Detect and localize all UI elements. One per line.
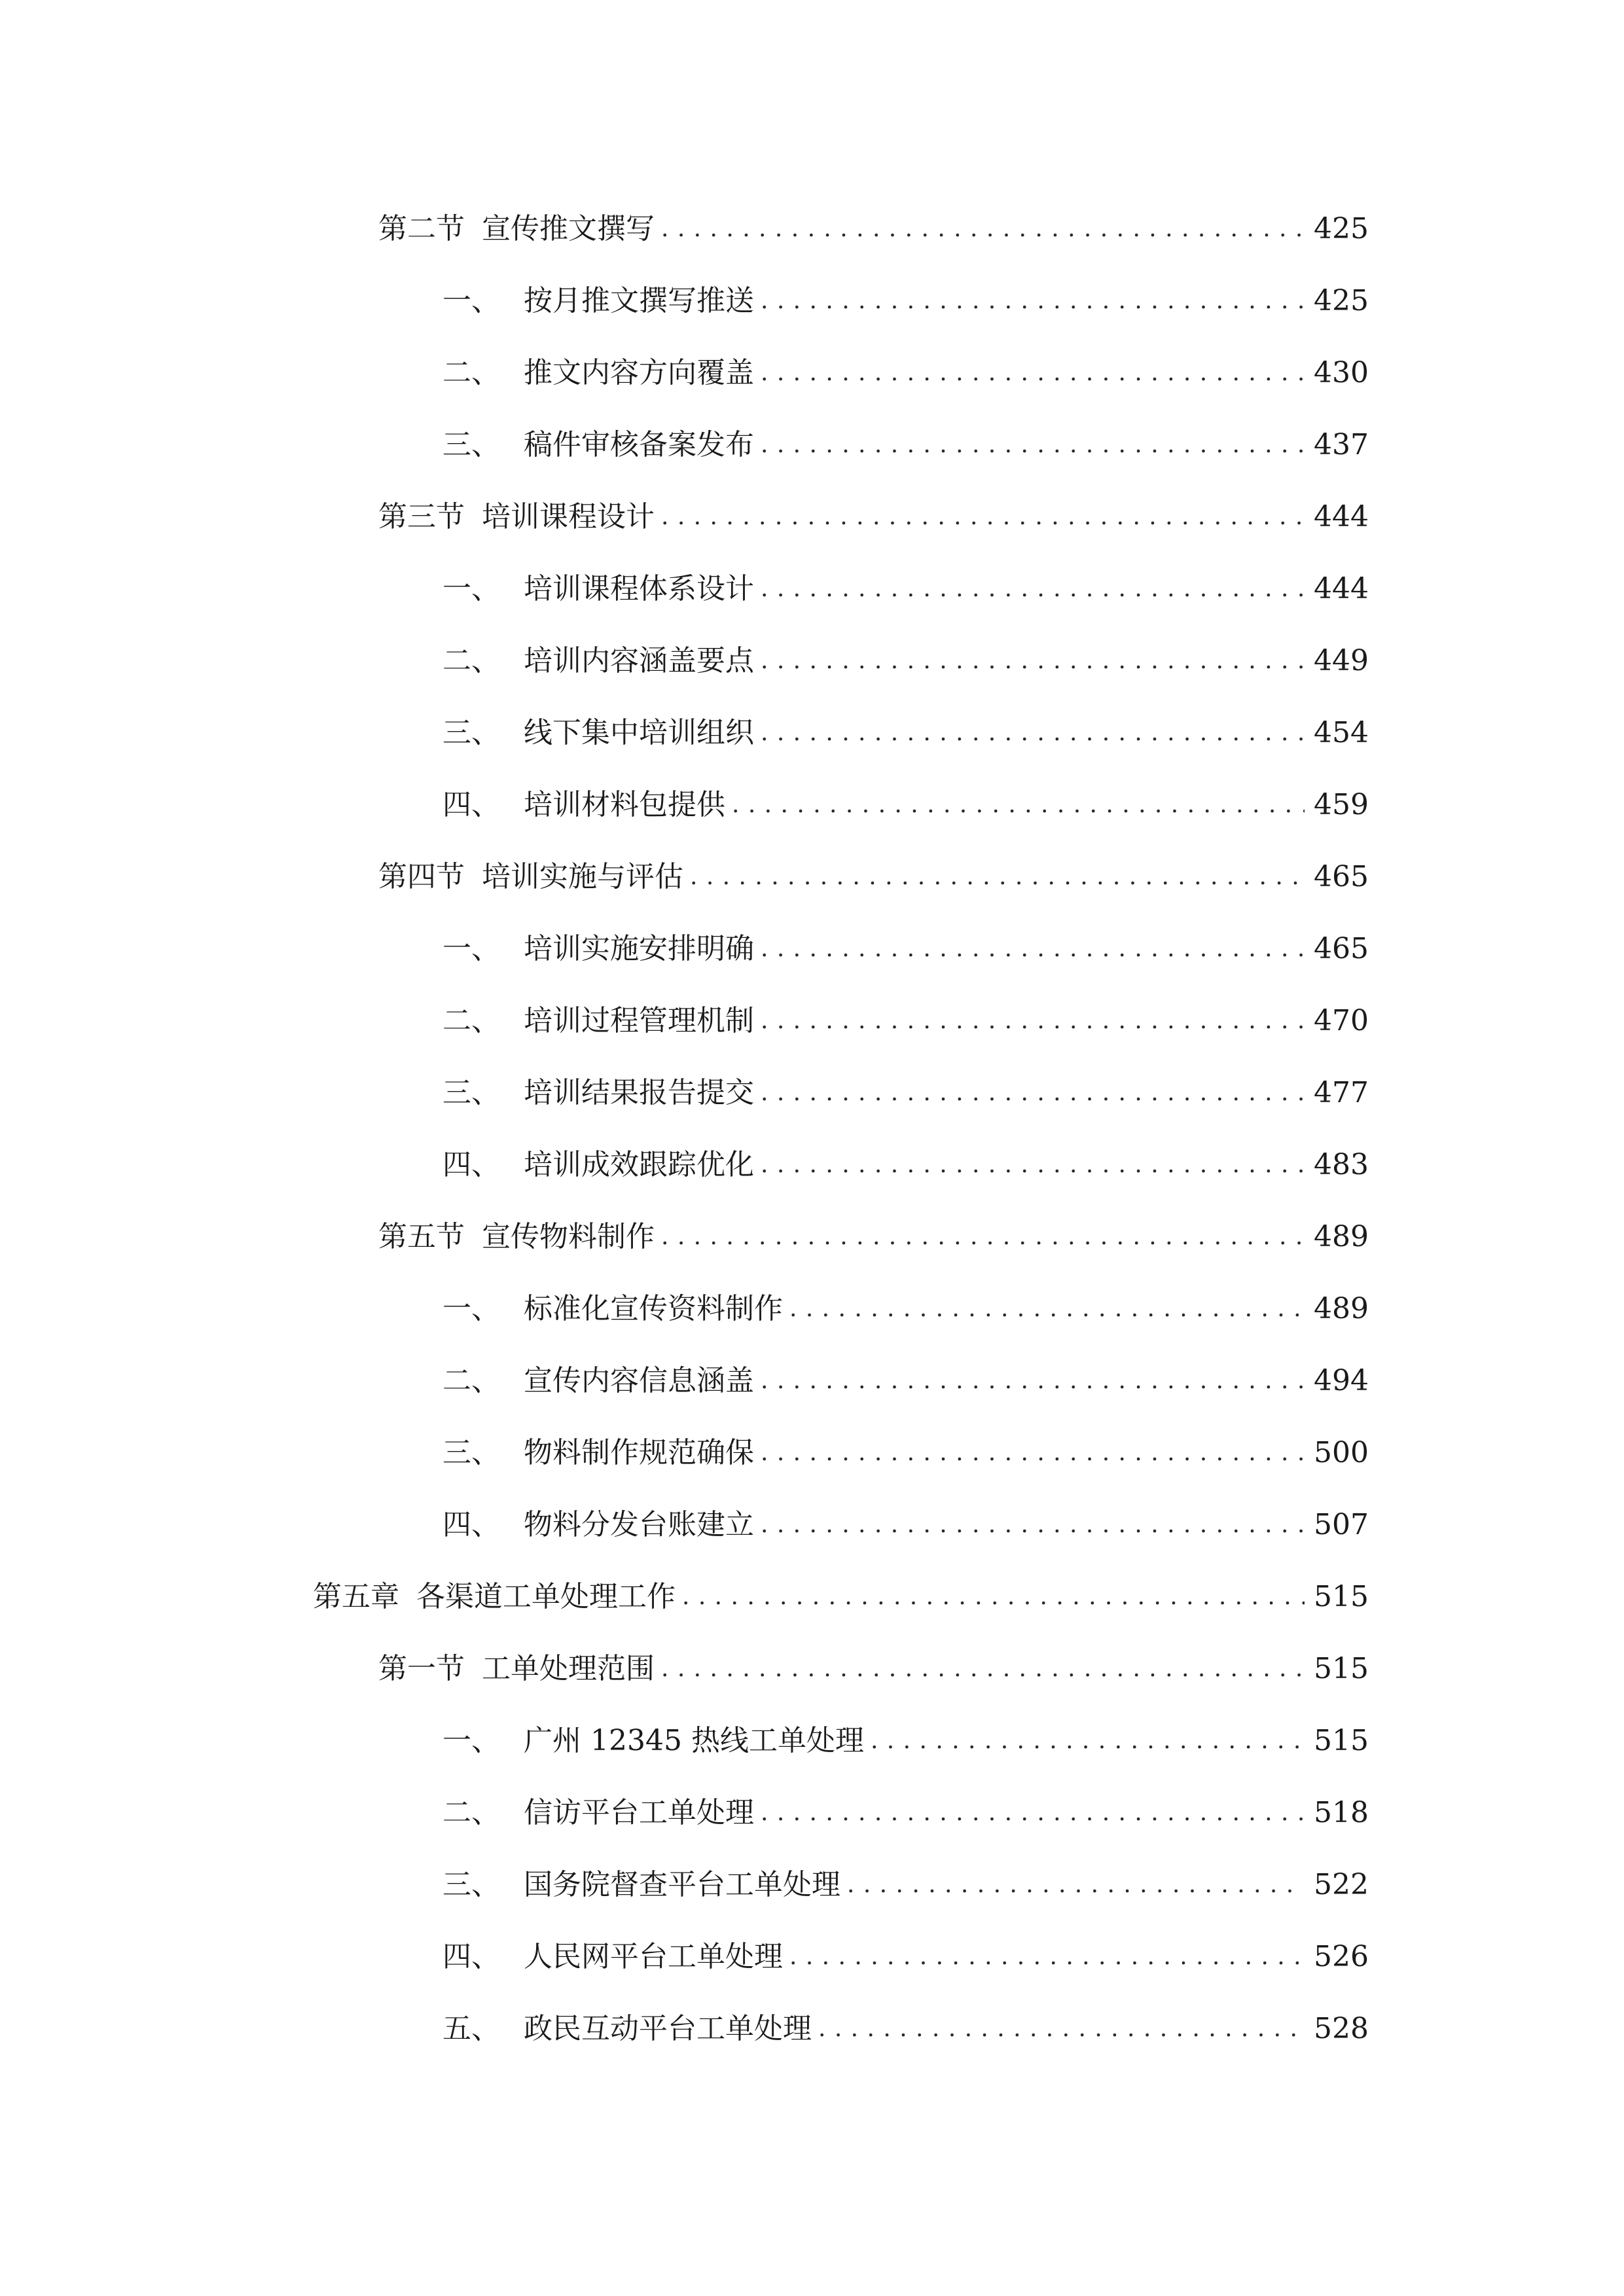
toc-entry-title: 培训实施安排明确 (524, 932, 754, 965)
toc-entry-page: 515 (1314, 1580, 1369, 1613)
toc-entry-page: 449 (1314, 644, 1369, 677)
toc-dot-leader (789, 1283, 1305, 1335)
toc-entry-number: 四、 (442, 1148, 500, 1181)
toc-entry-title: 物料制作规范确保 (524, 1436, 754, 1469)
toc-entry-page: 528 (1314, 2012, 1369, 2045)
toc-entry-number: 四、 (442, 788, 500, 821)
toc-entry-page: 522 (1314, 1868, 1369, 1901)
toc-entry-title: 培训结果报告提交 (524, 1076, 754, 1109)
toc-entry-item[interactable] (442, 1427, 1369, 1479)
toc-entry-number: 第三节 (378, 500, 465, 533)
toc-entry-number: 一、 (442, 572, 500, 605)
toc-entry-title: 广州 12345 热线工单处理 (524, 1724, 864, 1757)
toc-entry-title: 培训过程管理机制 (524, 1004, 754, 1037)
toc-entry-page: 477 (1314, 1076, 1369, 1109)
toc-entry-page: 518 (1314, 1796, 1369, 1829)
toc-entry-title: 线下集中培训组织 (524, 716, 754, 749)
toc-entry-page: 444 (1314, 572, 1369, 605)
toc-entry-number: 三、 (442, 716, 500, 749)
toc-dot-leader (761, 995, 1305, 1047)
toc-entry-page: 507 (1314, 1508, 1369, 1541)
toc-entry-page: 437 (1314, 428, 1369, 461)
toc-dot-leader (682, 1571, 1305, 1623)
toc-entry-page: 425 (1314, 284, 1369, 317)
toc-entry-item[interactable] (442, 1931, 1369, 1983)
toc-entry-page: 526 (1314, 1940, 1369, 1973)
toc-entry-page: 500 (1314, 1436, 1369, 1469)
toc-dot-leader (761, 635, 1305, 687)
toc-dot-leader (847, 1859, 1305, 1911)
toc-entry-number: 四、 (442, 1940, 500, 1973)
toc-entry-item[interactable] (442, 275, 1369, 327)
toc-dot-leader (732, 779, 1305, 831)
toc-dot-leader (761, 563, 1305, 615)
toc-dot-leader (789, 1931, 1305, 1983)
toc-entry-page: 465 (1314, 932, 1369, 965)
toc-entry-number: 四、 (442, 1508, 500, 1541)
toc-entry-title: 稿件审核备案发布 (524, 428, 754, 461)
toc-entry-number: 二、 (442, 1796, 500, 1829)
toc-entry-number: 二、 (442, 644, 500, 677)
toc-dot-leader (661, 491, 1305, 543)
toc-entry-page: 489 (1314, 1292, 1369, 1325)
toc-entry-number: 第一节 (378, 1652, 465, 1685)
toc-entry-title: 宣传物料制作 (482, 1220, 655, 1253)
toc-entry-item[interactable] (442, 1067, 1369, 1119)
toc-entry-page: 465 (1314, 860, 1369, 893)
toc-dot-leader (761, 1427, 1305, 1479)
toc-entry-item[interactable] (442, 1715, 1369, 1767)
toc-entry-title: 标准化宣传资料制作 (524, 1292, 783, 1325)
toc-entry-chapter[interactable] (313, 1571, 1369, 1623)
toc-entry-number: 一、 (442, 1292, 500, 1325)
toc-dot-leader (661, 1211, 1305, 1263)
toc-entry-page: 459 (1314, 788, 1369, 821)
toc-entry-number: 第二节 (378, 212, 465, 245)
toc-entry-item[interactable] (442, 1139, 1369, 1191)
toc-dot-leader (761, 1139, 1305, 1191)
toc-dot-leader (661, 203, 1305, 255)
toc-entry-title: 培训实施与评估 (482, 860, 683, 893)
toc-entry-number: 一、 (442, 1724, 500, 1757)
toc-entry-page: 470 (1314, 1004, 1369, 1037)
toc-entry-number: 第四节 (378, 860, 465, 893)
toc-entry-number: 第五章 (313, 1580, 399, 1613)
toc-dot-leader (761, 1499, 1305, 1551)
toc-entry-item[interactable] (442, 707, 1369, 759)
toc-entry-title: 物料分发台账建立 (524, 1508, 754, 1541)
toc-entry-title: 培训课程体系设计 (524, 572, 754, 605)
toc-entry-item[interactable] (442, 1499, 1369, 1551)
toc-entry-title: 宣传推文撰写 (482, 212, 655, 245)
toc-entry-number: 五、 (442, 2012, 500, 2045)
toc-dot-leader (761, 707, 1305, 759)
toc-entry-section[interactable] (378, 1211, 1369, 1263)
toc-entry-title: 培训成效跟踪优化 (524, 1148, 754, 1181)
toc-dot-leader (871, 1715, 1305, 1767)
toc-entry-item[interactable] (442, 2003, 1369, 2055)
toc-entry-number: 二、 (442, 1004, 500, 1037)
toc-entry-item[interactable] (442, 347, 1369, 399)
toc-entry-title: 信访平台工单处理 (524, 1796, 754, 1829)
toc-dot-leader (661, 1643, 1305, 1695)
toc-entry-item[interactable] (442, 1859, 1369, 1911)
toc-entry-title: 人民网平台工单处理 (524, 1940, 783, 1973)
toc-dot-leader (690, 851, 1305, 903)
toc-entry-number: 一、 (442, 284, 500, 317)
toc-entry-section[interactable] (378, 1643, 1369, 1695)
toc-entry-item[interactable] (442, 1787, 1369, 1839)
toc-entry-page: 454 (1314, 716, 1369, 749)
toc-dot-leader (761, 923, 1305, 975)
toc-entry-item[interactable] (442, 419, 1369, 471)
toc-entry-item[interactable] (442, 563, 1369, 615)
toc-entry-item[interactable] (442, 779, 1369, 831)
toc-entry-number: 三、 (442, 1076, 500, 1109)
toc-entry-section[interactable] (378, 491, 1369, 543)
toc-entry-item[interactable] (442, 1283, 1369, 1335)
toc-entry-title: 培训材料包提供 (524, 788, 725, 821)
toc-entry-title: 培训内容涵盖要点 (524, 644, 754, 677)
toc-dot-leader (761, 347, 1305, 399)
toc-entry-number: 二、 (442, 1364, 500, 1397)
toc-entry-number: 三、 (442, 1436, 500, 1469)
toc-entry-number: 第五节 (378, 1220, 465, 1253)
toc-entry-page: 444 (1314, 500, 1369, 533)
toc-entry-number: 三、 (442, 1868, 500, 1901)
toc-dot-leader (818, 2003, 1305, 2055)
toc-entry-number: 二、 (442, 356, 500, 389)
toc-dot-leader (761, 419, 1305, 471)
toc-entry-number: 三、 (442, 428, 500, 461)
toc-entry-page: 494 (1314, 1364, 1369, 1397)
toc-entry-section[interactable] (378, 851, 1369, 903)
toc-entry-page: 515 (1314, 1724, 1369, 1757)
toc-entry-title: 按月推文撰写推送 (524, 284, 754, 317)
toc-entry-page: 489 (1314, 1220, 1369, 1253)
toc-dot-leader (761, 275, 1305, 327)
toc-entry-number: 一、 (442, 932, 500, 965)
toc-entry-item[interactable] (442, 923, 1369, 975)
toc-entry-item[interactable] (442, 995, 1369, 1047)
toc-entry-page: 515 (1314, 1652, 1369, 1685)
toc-entry-page: 430 (1314, 356, 1369, 389)
toc-entry-title: 宣传内容信息涵盖 (524, 1364, 754, 1397)
toc-entry-item[interactable] (442, 1355, 1369, 1407)
toc-entry-item[interactable] (442, 635, 1369, 687)
toc-entry-title: 推文内容方向覆盖 (524, 356, 754, 389)
toc-entry-title: 国务院督查平台工单处理 (524, 1868, 840, 1901)
toc-entry-page: 425 (1314, 212, 1369, 245)
toc-entry-title: 培训课程设计 (482, 500, 655, 533)
toc-dot-leader (761, 1355, 1305, 1407)
toc-dot-leader (761, 1787, 1305, 1839)
toc-entry-title: 各渠道工单处理工作 (416, 1580, 676, 1613)
toc-entry-section[interactable] (378, 203, 1369, 255)
toc-entry-page: 483 (1314, 1148, 1369, 1181)
toc-dot-leader (761, 1067, 1305, 1119)
toc-entry-title: 政民互动平台工单处理 (524, 2012, 812, 2045)
toc-entry-title: 工单处理范围 (482, 1652, 655, 1685)
